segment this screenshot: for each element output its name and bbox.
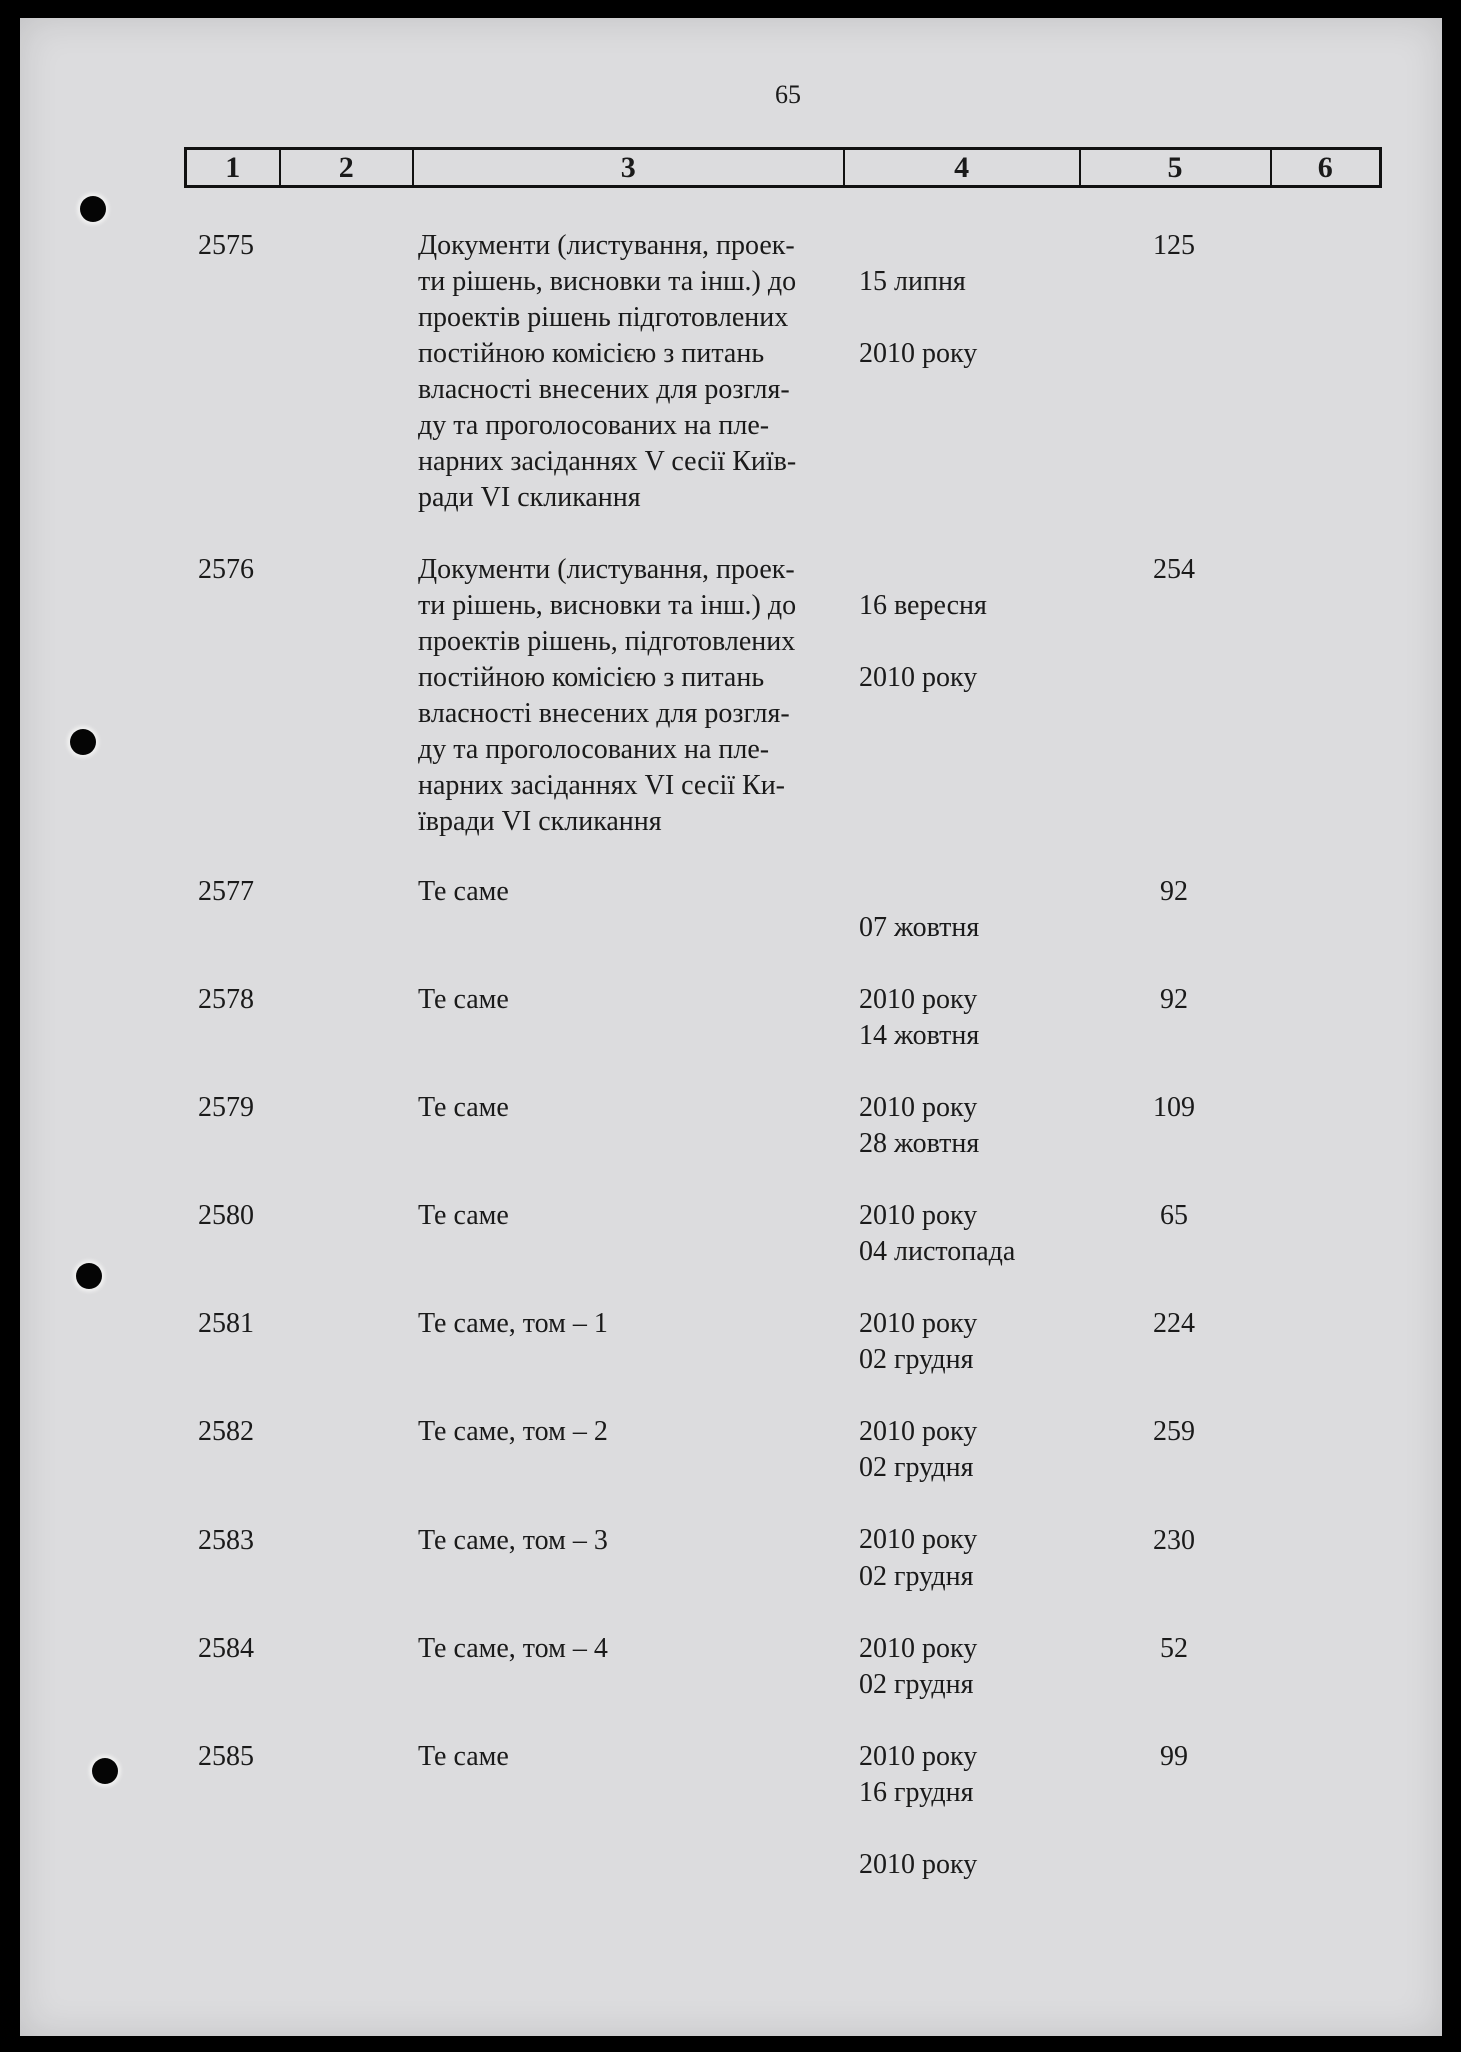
row-pages: 125	[1153, 230, 1195, 261]
table-row	[184, 552, 1382, 874]
title-line: ду та проголосованих на пле-	[418, 734, 770, 765]
title-line: постійною комісією з питань	[418, 338, 765, 369]
row-number: 2585	[198, 1741, 254, 1772]
title-line: Те саме	[418, 1200, 509, 1231]
date-year: 2010 року	[859, 1092, 978, 1123]
row-number: 2576	[198, 554, 254, 585]
row-number: 2584	[198, 1633, 254, 1664]
row-pages: 230	[1153, 1525, 1195, 1556]
row-title	[418, 1090, 838, 1126]
title-line: Те саме, том – 1	[418, 1308, 608, 1339]
date-day: 28 жовтня	[859, 1128, 980, 1159]
title-line: власності внесених для розгля-	[418, 698, 790, 729]
title-line: ради VI скликання	[418, 482, 641, 513]
title-line: Те саме, том – 4	[418, 1633, 608, 1664]
row-title	[418, 552, 838, 840]
row-title	[418, 1739, 838, 1775]
table-row	[184, 1739, 1382, 1880]
date-year: 2010 року	[859, 1416, 978, 1447]
row-pages: 254	[1153, 554, 1195, 585]
header-cell: 5	[1081, 150, 1272, 185]
punch-hole-icon	[70, 729, 96, 755]
date-year: 2010 року	[859, 338, 978, 369]
punch-hole-icon	[76, 1263, 102, 1289]
title-line: ду та проголосованих на пле-	[418, 410, 770, 441]
table-header	[184, 147, 1382, 188]
table-row	[184, 228, 1382, 552]
title-line: проектів рішень підготовлених	[418, 302, 789, 333]
date-day: 07 жовтня	[859, 912, 980, 943]
punch-hole-icon	[92, 1758, 118, 1784]
date-day: 04 листопада	[859, 1236, 1016, 1267]
row-pages: 99	[1160, 1741, 1188, 1772]
row-title	[418, 982, 838, 1018]
date-day: 15 липня	[859, 266, 966, 297]
row-title	[418, 874, 838, 910]
date-day: 16 грудня	[859, 1777, 974, 1808]
title-line: Те саме, том – 3	[418, 1525, 608, 1556]
date-year: 2010 року	[859, 984, 978, 1015]
header-cell: 1	[187, 150, 281, 185]
title-line: нарних засіданнях V сесії Київ-	[418, 446, 797, 477]
row-number: 2582	[198, 1416, 254, 1447]
row-number: 2581	[198, 1308, 254, 1339]
title-line: Те саме, том – 2	[418, 1416, 608, 1447]
date-year: 2010 року	[859, 1524, 978, 1555]
title-line: ти рішень, висновки та інш.) до	[418, 266, 797, 297]
date-year: 2010 року	[859, 662, 978, 693]
date-year: 2010 року	[859, 1741, 978, 1772]
date-year: 2010 року	[859, 1633, 978, 1664]
header-cell: 6	[1317, 150, 1333, 184]
title-line: нарних засіданнях VI сесії Ки-	[418, 770, 786, 801]
title-line: постійною комісією з питань	[418, 662, 765, 693]
row-pages: 52	[1160, 1633, 1188, 1664]
header-cell: 4	[845, 150, 1081, 185]
title-line: Документи (листування, проек-	[418, 230, 795, 261]
row-date	[859, 228, 977, 408]
header-cell: 3	[414, 150, 845, 185]
title-line: Те саме	[418, 1092, 509, 1123]
date-year: 2010 року	[859, 1308, 978, 1339]
header-cell: 2	[281, 150, 414, 185]
title-line: Те саме	[418, 876, 509, 907]
date-day: 14 жовтня	[859, 1020, 980, 1051]
date-day: 02 грудня	[859, 1344, 974, 1375]
title-line: проектів рішень, підготовлених	[418, 626, 796, 657]
row-date	[859, 1739, 977, 1919]
row-pages: 224	[1153, 1308, 1195, 1339]
row-number: 2577	[198, 876, 254, 907]
row-title	[418, 228, 838, 516]
title-line: Те саме	[418, 984, 509, 1015]
row-pages: 92	[1160, 984, 1188, 1015]
title-line: власності внесених для розгля-	[418, 374, 790, 405]
title-line: Документи (листування, проек-	[418, 554, 795, 585]
row-title	[418, 1306, 838, 1342]
date-year: 2010 року	[859, 1849, 978, 1880]
date-day: 02 грудня	[859, 1669, 974, 1700]
date-day: 02 грудня	[859, 1561, 974, 1592]
row-pages: 259	[1153, 1416, 1195, 1447]
row-number: 2579	[198, 1092, 254, 1123]
page-number: 65	[775, 80, 801, 109]
row-number: 2583	[198, 1525, 254, 1556]
date-day: 02 грудня	[859, 1452, 974, 1483]
row-title	[418, 1631, 838, 1667]
row-number: 2580	[198, 1200, 254, 1231]
row-pages: 109	[1153, 1092, 1195, 1123]
date-year: 2010 року	[859, 1200, 978, 1231]
punch-hole-icon	[80, 196, 106, 222]
title-line: ївради VI скликання	[418, 806, 662, 837]
row-title	[418, 1198, 838, 1234]
title-line: ти рішень, висновки та інш.) до	[418, 590, 797, 621]
row-pages: 65	[1160, 1200, 1188, 1231]
row-title	[418, 1523, 838, 1559]
title-line: Те саме	[418, 1741, 509, 1772]
row-date	[859, 552, 987, 732]
table-body	[184, 228, 1382, 1880]
row-title	[418, 1414, 838, 1450]
date-day: 16 вересня	[859, 590, 987, 621]
row-number: 2578	[198, 984, 254, 1015]
row-number: 2575	[198, 230, 254, 261]
row-pages: 92	[1160, 876, 1188, 907]
